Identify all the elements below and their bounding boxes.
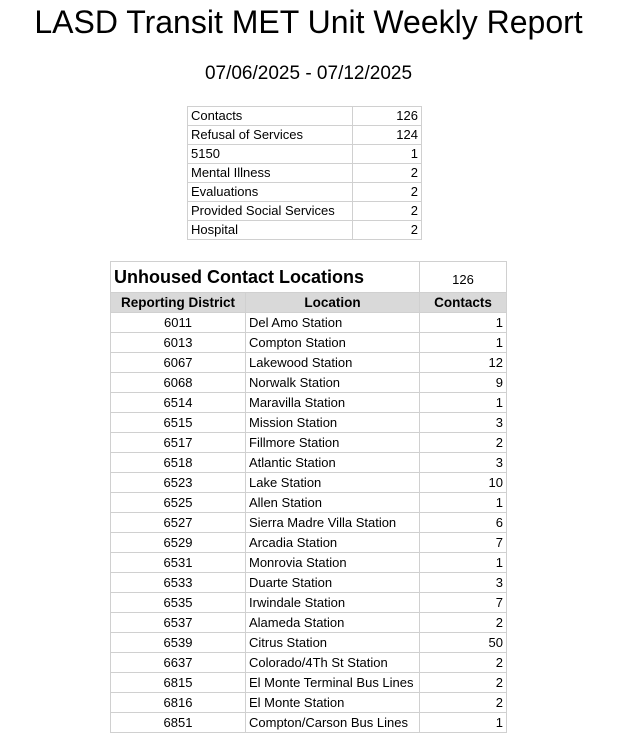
contacts-cell: 3 <box>420 453 507 473</box>
location-cell: El Monte Terminal Bus Lines <box>246 673 420 693</box>
contacts-cell: 2 <box>420 613 507 633</box>
table-row <box>111 453 507 473</box>
report-date-range: 07/06/2025 - 07/12/2025 <box>204 63 413 84</box>
contacts-cell: 1 <box>420 393 507 413</box>
table-row <box>111 653 507 673</box>
reporting-district-cell: 6815 <box>111 673 246 693</box>
locations-title: Unhoused Contact Locations <box>111 262 420 293</box>
table-row <box>111 413 507 433</box>
location-cell: Norwalk Station <box>246 373 420 393</box>
location-cell: Monrovia Station <box>246 553 420 573</box>
summary-value: 1 <box>353 145 422 164</box>
contacts-cell: 1 <box>420 333 507 353</box>
summary-row <box>188 202 422 221</box>
reporting-district-cell: 6068 <box>111 373 246 393</box>
table-row <box>111 393 507 413</box>
contacts-cell: 2 <box>420 673 507 693</box>
location-cell: El Monte Station <box>246 693 420 713</box>
summary-value: 124 <box>353 126 422 145</box>
reporting-district-cell: 6637 <box>111 653 246 673</box>
reporting-district-cell: 6531 <box>111 553 246 573</box>
reporting-district-cell: 6525 <box>111 493 246 513</box>
reporting-district-cell: 6851 <box>111 713 246 733</box>
summary-table-body <box>188 107 422 240</box>
location-cell: Citrus Station <box>246 633 420 653</box>
table-row <box>111 433 507 453</box>
table-row <box>111 613 507 633</box>
location-cell: Mission Station <box>246 413 420 433</box>
reporting-district-cell: 6527 <box>111 513 246 533</box>
locations-table-body <box>111 262 507 733</box>
reporting-district-cell: 6013 <box>111 333 246 353</box>
header-reporting-district: Reporting District <box>111 293 246 313</box>
reporting-district-cell: 6539 <box>111 633 246 653</box>
contacts-cell: 3 <box>420 413 507 433</box>
table-row <box>111 473 507 493</box>
contacts-cell: 3 <box>420 573 507 593</box>
table-row <box>111 633 507 653</box>
summary-value: 2 <box>353 164 422 183</box>
location-cell: Compton/Carson Bus Lines <box>246 713 420 733</box>
summary-row <box>188 164 422 183</box>
contacts-cell: 6 <box>420 513 507 533</box>
summary-value: 2 <box>353 183 422 202</box>
summary-value: 2 <box>353 202 422 221</box>
contacts-cell: 9 <box>420 373 507 393</box>
reporting-district-cell: 6535 <box>111 593 246 613</box>
table-row <box>111 713 507 733</box>
reporting-district-cell: 6537 <box>111 613 246 633</box>
summary-label: Provided Social Services <box>188 202 353 221</box>
contacts-cell: 1 <box>420 313 507 333</box>
contacts-cell: 2 <box>420 653 507 673</box>
table-row <box>111 693 507 713</box>
location-cell: Del Amo Station <box>246 313 420 333</box>
table-row <box>111 513 507 533</box>
summary-label: Hospital <box>188 221 353 240</box>
summary-row <box>188 221 422 240</box>
location-cell: Atlantic Station <box>246 453 420 473</box>
summary-label: Refusal of Services <box>188 126 353 145</box>
table-row <box>111 313 507 333</box>
location-cell: Allen Station <box>246 493 420 513</box>
locations-title-row <box>111 262 507 293</box>
table-row <box>111 573 507 593</box>
table-row <box>111 553 507 573</box>
summary-label: Contacts <box>188 107 353 126</box>
summary-table <box>187 106 422 240</box>
reporting-district-cell: 6533 <box>111 573 246 593</box>
reporting-district-cell: 6517 <box>111 433 246 453</box>
summary-label: Evaluations <box>188 183 353 202</box>
table-row <box>111 673 507 693</box>
header-location: Location <box>246 293 420 313</box>
locations-header-row <box>111 293 507 313</box>
table-row <box>111 533 507 553</box>
reporting-district-cell: 6518 <box>111 453 246 473</box>
summary-row <box>188 183 422 202</box>
contacts-cell: 1 <box>420 553 507 573</box>
table-row <box>111 593 507 613</box>
summary-row <box>188 126 422 145</box>
header-contacts: Contacts <box>420 293 507 313</box>
location-cell: Lakewood Station <box>246 353 420 373</box>
reporting-district-cell: 6529 <box>111 533 246 553</box>
summary-label: 5150 <box>188 145 353 164</box>
location-cell: Irwindale Station <box>246 593 420 613</box>
contacts-cell: 2 <box>420 693 507 713</box>
location-cell: Maravilla Station <box>246 393 420 413</box>
table-row <box>111 353 507 373</box>
location-cell: Lake Station <box>246 473 420 493</box>
summary-label: Mental Illness <box>188 164 353 183</box>
table-row <box>111 493 507 513</box>
table-row <box>111 333 507 353</box>
summary-value: 126 <box>353 107 422 126</box>
locations-table <box>110 261 507 733</box>
summary-row <box>188 145 422 164</box>
locations-total: 126 <box>420 262 507 293</box>
location-cell: Compton Station <box>246 333 420 353</box>
location-cell: Arcadia Station <box>246 533 420 553</box>
reporting-district-cell: 6067 <box>111 353 246 373</box>
contacts-cell: 1 <box>420 713 507 733</box>
reporting-district-cell: 6514 <box>111 393 246 413</box>
location-cell: Sierra Madre Villa Station <box>246 513 420 533</box>
contacts-cell: 50 <box>420 633 507 653</box>
contacts-cell: 7 <box>420 593 507 613</box>
contacts-cell: 2 <box>420 433 507 453</box>
location-cell: Duarte Station <box>246 573 420 593</box>
contacts-cell: 12 <box>420 353 507 373</box>
reporting-district-cell: 6523 <box>111 473 246 493</box>
summary-row <box>188 107 422 126</box>
location-cell: Colorado/4Th St Station <box>246 653 420 673</box>
reporting-district-cell: 6011 <box>111 313 246 333</box>
table-row <box>111 373 507 393</box>
contacts-cell: 1 <box>420 493 507 513</box>
reporting-district-cell: 6515 <box>111 413 246 433</box>
contacts-cell: 10 <box>420 473 507 493</box>
location-cell: Fillmore Station <box>246 433 420 453</box>
summary-value: 2 <box>353 221 422 240</box>
report-title: LASD Transit MET Unit Weekly Report <box>34 4 583 40</box>
location-cell: Alameda Station <box>246 613 420 633</box>
contacts-cell: 7 <box>420 533 507 553</box>
reporting-district-cell: 6816 <box>111 693 246 713</box>
